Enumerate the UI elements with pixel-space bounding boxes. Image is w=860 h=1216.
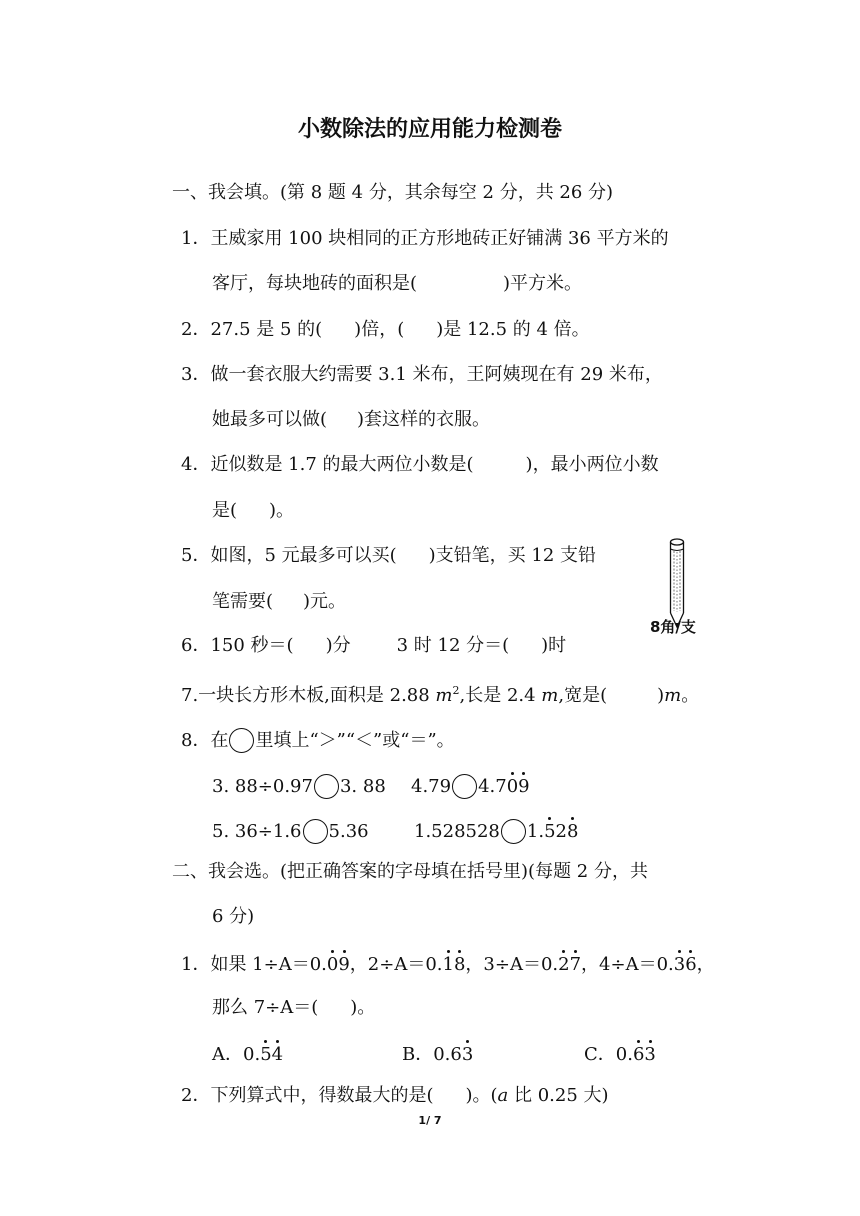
q2-line: 2．27.5 是 5 的( )倍，( )是 12.5 的 4 倍。 <box>181 319 590 340</box>
q5-line1: 5．如图，5 元最多可以买( )支铅笔，买 12 支铅 <box>181 545 597 566</box>
s2-q1-option-a[interactable]: A．0.54 <box>212 1044 284 1065</box>
compare-circle-input[interactable] <box>501 819 526 844</box>
page-title: 小数除法的应用能力检测卷 <box>297 117 562 142</box>
s2-q1-line1: 1．如果 1÷A＝0.09，2÷A＝0.18，3÷A＝0.27，4÷A＝0.36， <box>181 954 715 975</box>
compare-circle-input[interactable] <box>452 774 477 799</box>
compare-circle-input[interactable] <box>314 774 339 799</box>
section1-heading: 一、我会填。(第 8 题 4 分，其余每空 2 分，共 26 分) <box>172 182 614 203</box>
q8-line: 8．在 里填上“＞”“＜”或“＝”。 <box>181 730 455 751</box>
section2-heading-cont: 6 分) <box>212 906 255 927</box>
s2-q1-option-b[interactable]: B．0.63 <box>402 1044 474 1065</box>
q5-line2: 笔需要( )元。 <box>212 591 347 612</box>
q7-line: 7.一块长方形木板,面积是 2.88 $m^2$,长是 2.4 m,宽是( )m。 <box>181 684 700 706</box>
q3-line1: 3．做一套衣服大约需要 3.1 米布，王阿姨现在有 29 米布， <box>181 364 663 385</box>
s2-q1-line2: 那么 7÷A＝( )。 <box>212 997 376 1018</box>
q8-row1-left: 3. 88÷0.97 3. 88 <box>212 776 386 797</box>
compare-circle-input[interactable] <box>303 819 328 844</box>
q1-line2: 客厅，每块地砖的面积是( )平方米。 <box>212 273 583 294</box>
section2-heading: 二、我会选。(把正确答案的字母填在括号里)(每题 2 分，共 <box>172 861 648 882</box>
q4-line1: 4．近似数是 1.7 的最大两位小数是( )，最小两位小数 <box>181 454 659 475</box>
pencil-price-caption: 8角/支 <box>650 618 696 636</box>
q8-row2-left: 5. 36÷1.6 5.36 <box>212 821 369 842</box>
q8-row2-right: 1.528528 1.528 <box>414 821 579 842</box>
q4-line2: 是( )。 <box>212 500 295 521</box>
compare-circle-icon <box>229 728 254 753</box>
s2-q2-line: 2．下列算式中，得数最大的是( )。(a 比 0.25 大) <box>181 1085 609 1106</box>
q3-line2: 她最多可以做( )套这样的衣服。 <box>212 409 491 430</box>
q8-row1-right: 4.79 4.709 <box>411 776 530 797</box>
q1-line1: 1．王威家用 100 块相同的正方形地砖正好铺满 36 平方米的 <box>181 228 669 249</box>
q6-line: 6．150 秒＝( )分 3 时 12 分＝( )时 <box>181 635 567 656</box>
s2-q1-option-c[interactable]: C．0.63 <box>584 1044 656 1065</box>
page-number: 1/ 7 <box>418 1114 442 1127</box>
